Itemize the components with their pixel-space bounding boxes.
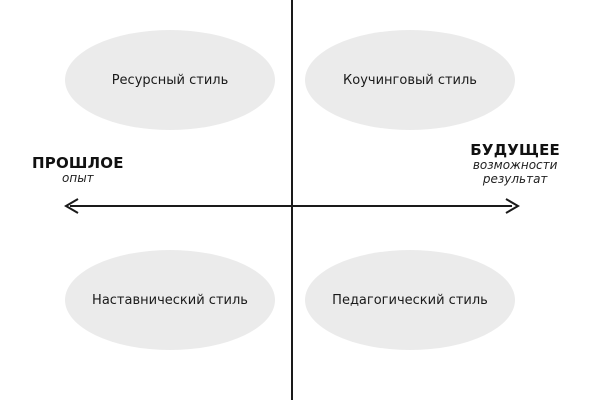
- axis-right-subtitle-line-2: результат: [482, 172, 548, 187]
- quadrant-bottom-left: [65, 250, 275, 350]
- quadrant-bottom-right: [305, 250, 515, 350]
- axis-left-title: ПРОШЛОЕ: [32, 154, 124, 172]
- quadrant-top-right-label: Коучинговый стиль: [343, 72, 477, 88]
- axis-right-pole: [470, 142, 560, 187]
- axis-left-subtitle: опыт: [62, 171, 94, 186]
- axis-left-pole: [32, 155, 124, 186]
- axis-right-title: БУДУЩЕЕ: [470, 141, 560, 159]
- quadrant-top-right: [305, 30, 515, 130]
- quadrant-bottom-right-label: Педагогический стиль: [332, 292, 488, 308]
- axis-right-subtitle-line-1: возможности: [472, 158, 558, 173]
- quadrant-bottom-left-label: Наставнический стиль: [92, 292, 248, 308]
- quadrant-top-left-label: Ресурсный стиль: [111, 72, 229, 88]
- quadrant-top-left: [65, 30, 275, 130]
